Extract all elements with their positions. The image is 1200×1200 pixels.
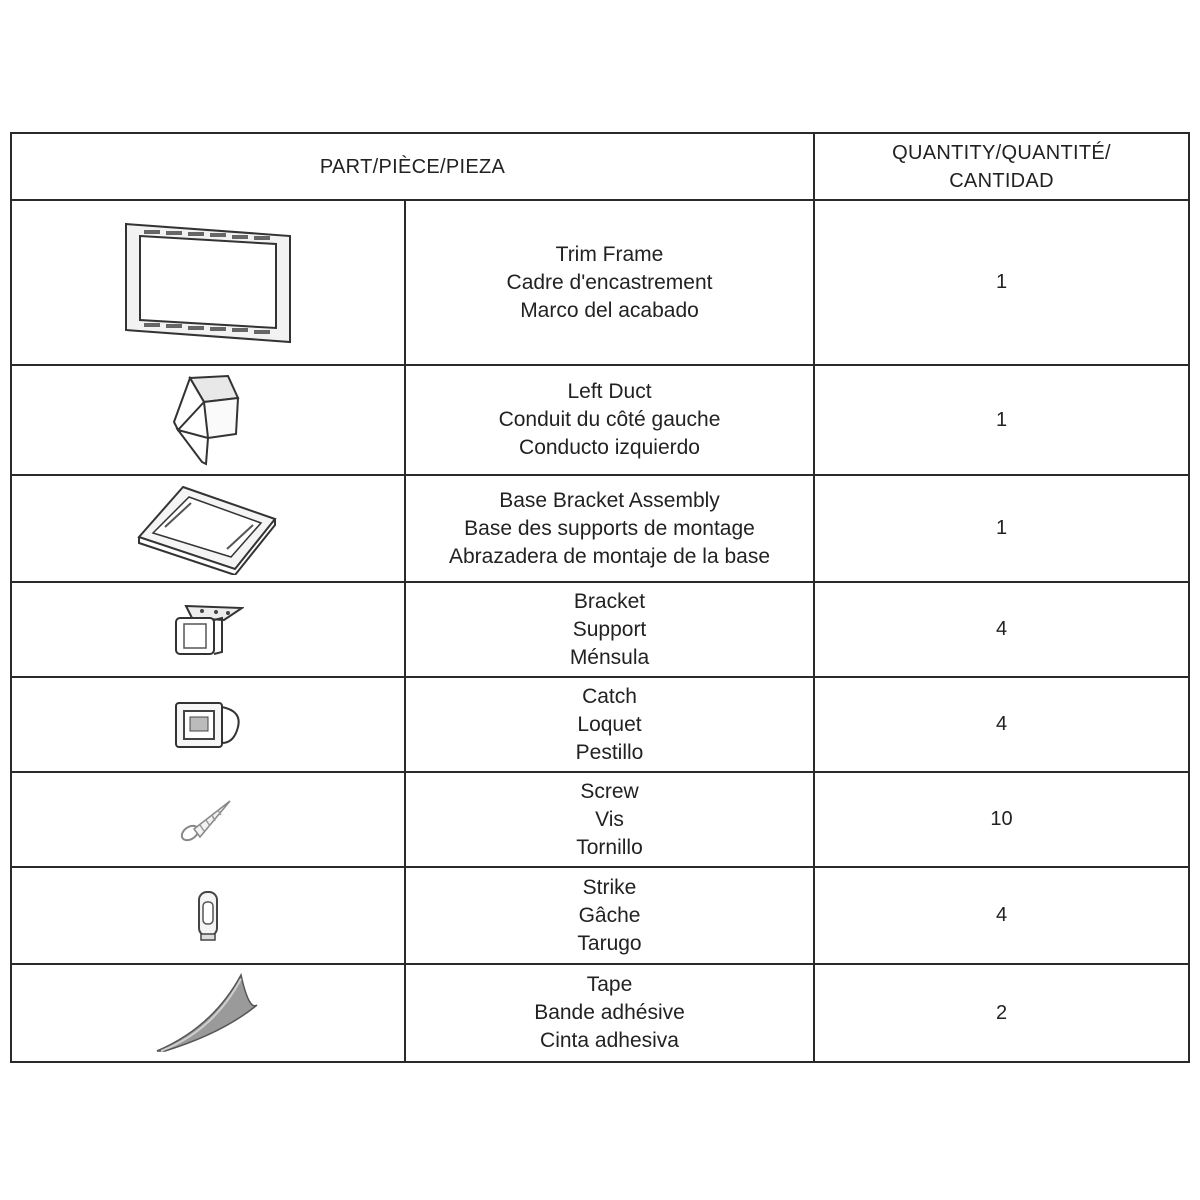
part-name-es: Cinta adhesiva [540,1029,679,1052]
screw-icon [178,795,238,845]
part-image-cell [11,582,405,677]
part-image-cell [11,867,405,964]
left-duct-icon [168,372,248,468]
part-name-en: Catch [582,684,637,708]
table-row [11,964,1189,1062]
part-name-es: Marco del acabado [520,298,699,322]
part-header: PART/PIÈCE/PIEZA [11,133,814,200]
table-row [11,365,1189,475]
part-name-en: Bracket [573,589,646,613]
part-description [405,200,814,365]
part-name-fr: Support [572,617,647,641]
part-quantity: 4 [814,582,1189,677]
quantity-header [814,133,1189,200]
strike-icon [191,888,225,944]
part-description [405,365,814,475]
part-name-es: Pestillo [575,740,644,764]
part-quantity: 1 [814,200,1189,365]
part-image-cell [11,964,405,1062]
part-name-fr: Vis [595,807,624,831]
part-quantity: 2 [814,964,1189,1062]
quantity-header-line2: CANTIDAD [949,169,1054,192]
table-row [11,200,1189,365]
base-bracket-icon [135,483,281,575]
part-description [405,475,814,582]
part-quantity: 4 [814,867,1189,964]
tape-icon [153,971,263,1055]
part-description [405,964,814,1062]
part-description [405,867,814,964]
part-quantity: 4 [814,677,1189,772]
part-name-es: Tornillo [576,835,643,859]
trim-frame-icon [118,220,298,345]
table-row [11,677,1189,772]
part-quantity: 1 [814,475,1189,582]
parts-table [10,132,1190,1063]
part-name-fr: Cadre d'encastrement [506,270,713,294]
part-description [405,677,814,772]
part-name-fr: Base des supports de montage [464,516,755,540]
part-name-es: Conducto izquierdo [519,436,700,459]
part-image-cell [11,772,405,867]
part-image-cell [11,475,405,582]
table-header-row [11,133,1189,200]
part-name-en: Screw [580,779,639,803]
part-name-es: Abrazadera de montaje de la base [448,544,771,568]
table-row [11,582,1189,677]
part-name-en: Trim Frame [555,242,664,266]
part-name-fr: Loquet [577,712,642,736]
part-image-cell [11,677,405,772]
bracket-icon [172,602,244,658]
part-quantity: 1 [814,365,1189,475]
part-image-cell [11,365,405,475]
table-row [11,475,1189,582]
part-description [405,582,814,677]
part-quantity: 10 [814,772,1189,867]
catch-icon [172,697,244,753]
part-name-en: Tape [586,973,633,996]
part-name-en: Base Bracket Assembly [499,488,720,512]
table-row [11,867,1189,964]
part-name-fr: Bande adhésive [534,1001,685,1024]
part-name-en: Left Duct [567,380,652,403]
part-name-fr: Gâche [578,903,641,927]
part-name-fr: Conduit du côté gauche [498,408,721,431]
part-name-en: Strike [582,875,637,899]
part-image-cell [11,200,405,365]
table-row [11,772,1189,867]
part-name-es: Tarugo [577,931,642,955]
quantity-header-line1: QUANTITY/QUANTITÉ/ [892,141,1111,164]
part-description [405,772,814,867]
part-name-es: Ménsula [569,645,650,669]
